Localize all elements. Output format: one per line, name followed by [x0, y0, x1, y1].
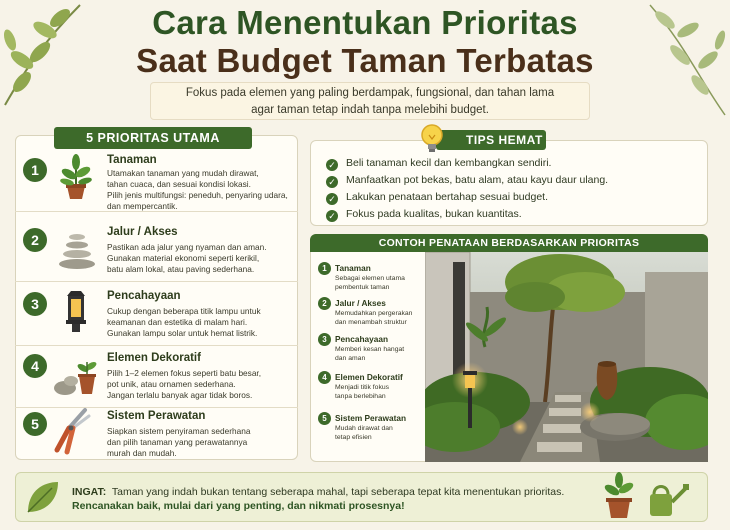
- priority-item-2: [15, 218, 298, 282]
- priority-number: 2: [23, 228, 47, 252]
- example-title: Tanaman: [335, 263, 371, 273]
- desc-line: dan aman: [335, 355, 366, 362]
- desc-line: Menjadi titik fokus: [335, 384, 390, 391]
- desc-line: batu alam lokal, atau paving sederhana.: [107, 264, 255, 274]
- priority-description: [107, 368, 303, 401]
- leaf-branch-right-icon: [630, 0, 730, 120]
- priority-number: 5: [23, 412, 47, 436]
- subtitle-line-1: Fokus pada elemen yang paling berdampak, fungsional, dan tahan lama: [185, 87, 555, 99]
- stones-and-pot-icon: [51, 348, 101, 398]
- desc-line: dan mempercantik.: [107, 201, 178, 211]
- reminder-line-2: Rencanakan baik, mulai dari yang penting, dan nikmati prosesnya!: [72, 500, 405, 512]
- leaf-branch-left-icon: [0, 0, 90, 110]
- tips-header: TIPS HEMAT: [436, 130, 546, 150]
- watering-can-icon: [640, 480, 690, 520]
- reminder-line-1: [72, 486, 564, 498]
- desc-line: dan menambah struktur: [335, 319, 407, 326]
- desc-line: Gunakan lampu solar untuk hemat listrik.: [107, 328, 258, 338]
- subtitle-line-2: agar taman tetap indah tanpa melebihi budget.: [251, 104, 489, 116]
- example-number: 1: [318, 262, 331, 275]
- desc-line: Siapkan sistem penyiraman sederhana: [107, 426, 251, 436]
- priority-description: [107, 242, 303, 275]
- desc-line: Sebagai elemen utama: [335, 275, 405, 282]
- priorities-header: 5 PRIORITAS UTAMA: [54, 127, 252, 149]
- example-description: [335, 424, 435, 442]
- reminder-text: Taman yang indah bukan tentang seberapa mahal, tapi seberapa tepat kita menentukan prioritas.: [111, 486, 565, 498]
- leaf-icon: [24, 478, 62, 516]
- title-line-1: Cara Menentukan Prioritas: [152, 4, 578, 41]
- example-title: Pencahayaan: [335, 334, 389, 344]
- priority-title: Tanaman: [107, 154, 157, 166]
- example-number: 3: [318, 333, 331, 346]
- checkmark-icon: ✓: [326, 210, 338, 222]
- garden-illustration: [425, 252, 708, 462]
- priority-description: [107, 426, 303, 459]
- example-number: 4: [318, 371, 331, 384]
- example-title: Sistem Perawatan: [335, 413, 407, 423]
- example-description: [335, 345, 435, 363]
- tip-item: [326, 208, 522, 222]
- potted-plant-icon: [600, 470, 638, 520]
- desc-line: Pilih jenis multifungsi: peneduh, penyaring udara,: [107, 190, 288, 200]
- example-title: Jalur / Akses: [335, 298, 386, 308]
- example-number: 5: [318, 412, 331, 425]
- checkmark-icon: ✓: [326, 176, 338, 188]
- tip-text: Lakukan penataan bertahap sesuai budget.: [346, 191, 548, 203]
- tip-text: Fokus pada kualitas, bukan kuantitas.: [346, 208, 522, 220]
- desc-line: Cukup dengan beberapa titik lampu untuk: [107, 306, 261, 316]
- title-line-2: Saat Budget Taman Terbatas: [136, 42, 594, 79]
- desc-line: Memberi kesan hangat: [335, 346, 405, 353]
- desc-line: Pilih 1–2 elemen fokus seperti batu besar,: [107, 368, 262, 378]
- tip-item: [326, 157, 551, 171]
- potted-plant-icon: [51, 152, 101, 202]
- tip-text: Beli tanaman kecil dan kembangkan sendiri.: [346, 157, 552, 169]
- reminder-label: INGAT:: [72, 486, 107, 498]
- subtitle-box: [150, 82, 590, 120]
- priority-title: Sistem Perawatan: [107, 410, 206, 422]
- tip-text: Manfaatkan pot bekas, batu alam, atau kayu daur ulang.: [346, 174, 609, 186]
- stepping-stones-icon: [51, 222, 101, 272]
- desc-line: tanpa berlebihan: [335, 393, 386, 400]
- priority-number: 3: [23, 292, 47, 316]
- desc-line: Gunakan material ekonomi seperti kerikil,: [107, 253, 260, 263]
- checkmark-icon: ✓: [326, 193, 338, 205]
- priority-number: 4: [23, 354, 47, 378]
- example-description: [335, 383, 435, 401]
- desc-line: pot unik, atau ornamen sederhana.: [107, 379, 236, 389]
- example-number: 2: [318, 297, 331, 310]
- priority-title: Elemen Dekoratif: [107, 352, 201, 364]
- page-title: [100, 4, 630, 80]
- example-description: [335, 274, 435, 292]
- desc-line: tetap efisien: [335, 434, 372, 441]
- priority-number: 1: [23, 158, 47, 182]
- priority-description: [107, 168, 303, 212]
- desc-line: Mudah dirawat dan: [335, 425, 393, 432]
- tip-item: [326, 191, 548, 205]
- desc-line: Pastikan ada jalur yang nyaman dan aman.: [107, 242, 267, 252]
- desc-line: murah dan mudah.: [107, 448, 177, 458]
- priority-title: Pencahayaan: [107, 290, 181, 302]
- priority-title: Jalur / Akses: [107, 226, 178, 238]
- example-header: CONTOH PENATAAN BERDASARKAN PRIORITAS: [310, 234, 708, 252]
- priority-item-4: [15, 344, 298, 408]
- example-description: [335, 309, 435, 327]
- desc-line: tahan cuaca, dan sesuai kondisi lokasi.: [107, 179, 251, 189]
- desc-line: Memudahkan pergerakan: [335, 310, 413, 317]
- desc-line: keamanan dan estetika di malam hari.: [107, 317, 248, 327]
- lightbulb-icon: [420, 124, 444, 154]
- priority-description: [107, 306, 303, 339]
- example-title: Elemen Dekoratif: [335, 372, 403, 382]
- desc-line: pembentuk taman: [335, 284, 390, 291]
- tip-item: [326, 174, 608, 188]
- desc-line: Jangan terlalu banyak agar tidak boros.: [107, 390, 253, 400]
- priority-item-3: [15, 282, 298, 346]
- pruning-shears-icon: [51, 406, 101, 456]
- priority-item-1: [15, 148, 298, 212]
- garden-lamp-icon: [51, 286, 101, 336]
- checkmark-icon: ✓: [326, 159, 338, 171]
- priority-item-5: [15, 404, 298, 460]
- desc-line: dan pilih tanaman yang perawatannya: [107, 437, 248, 447]
- desc-line: Utamakan tanaman yang mudah dirawat,: [107, 168, 259, 178]
